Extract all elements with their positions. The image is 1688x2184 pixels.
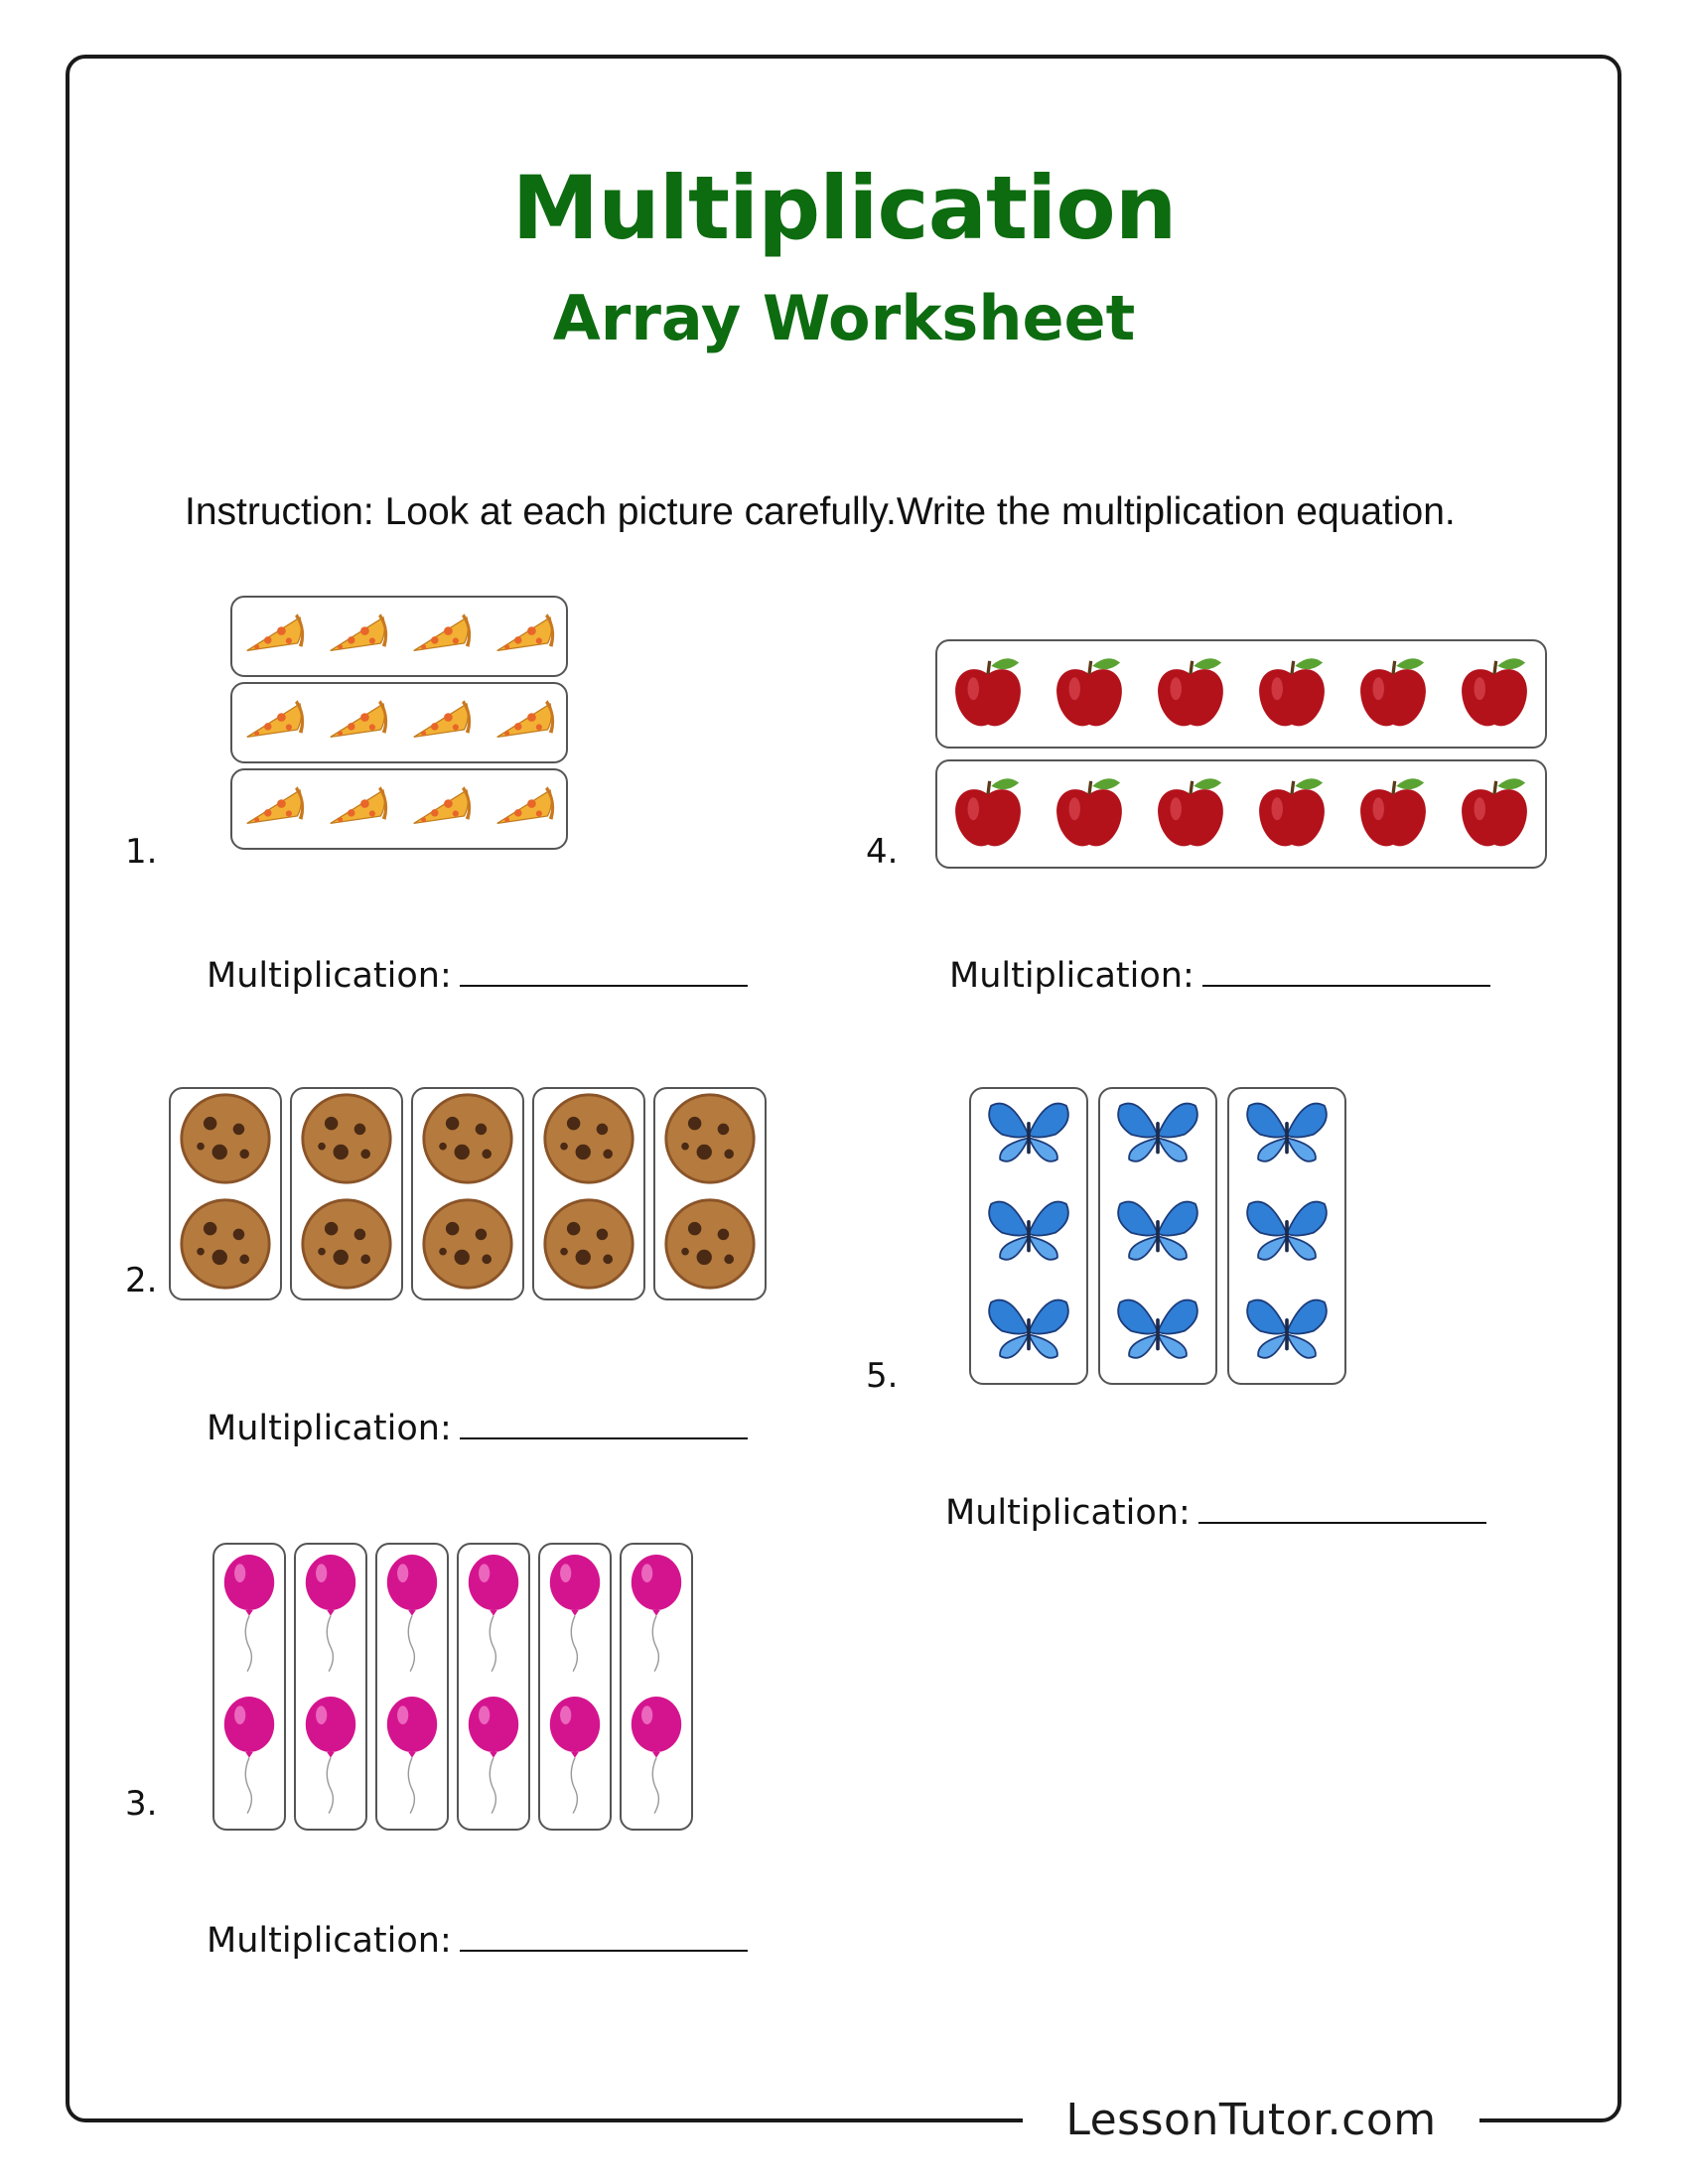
balloon-icon (629, 1697, 684, 1819)
array-group-2 (935, 759, 1547, 869)
array-group-5 (653, 1087, 767, 1300)
problem-4-answer (949, 955, 1490, 996)
pizza-slice-icon (493, 699, 555, 747)
butterfly-icon (984, 1095, 1073, 1180)
problem-number-5: 5. (866, 1356, 899, 1396)
pizza-slice-icon (243, 785, 305, 833)
pizza-slice-icon (493, 785, 555, 833)
array-group-3 (411, 1087, 524, 1300)
butterfly-icon (984, 1193, 1073, 1279)
balloon-icon (221, 1555, 277, 1677)
array-group-2 (290, 1087, 403, 1300)
balloon-icon (629, 1555, 684, 1677)
cookie-icon (420, 1196, 515, 1297)
apple-icon (1352, 771, 1434, 858)
apple-icon (1150, 771, 1231, 858)
apple-icon (1150, 651, 1231, 738)
answer-label: Multiplication: (207, 956, 452, 996)
footer-brand: LessonTutor.com (1065, 2095, 1437, 2145)
problem-number-4: 4. (866, 832, 899, 872)
butterfly-icon (1242, 1193, 1332, 1279)
array-group-1 (230, 596, 568, 677)
pizza-slice-icon (493, 613, 555, 660)
array-group-1 (212, 1543, 286, 1831)
butterfly-icon (1113, 1193, 1202, 1279)
balloon-icon (384, 1555, 440, 1677)
cookie-icon (299, 1091, 394, 1191)
array-group-6 (620, 1543, 693, 1831)
apple-icon (1251, 771, 1333, 858)
problem-5-answer (945, 1492, 1486, 1533)
balloon-icon (303, 1555, 358, 1677)
butterfly-icon (1242, 1292, 1332, 1377)
page-subtitle: Array Worksheet (552, 282, 1136, 354)
array-group-1 (969, 1087, 1088, 1385)
pizza-slice-icon (410, 785, 472, 833)
balloon-icon (547, 1697, 603, 1819)
answer-label: Multiplication: (949, 956, 1195, 996)
pizza-slice-icon (410, 613, 472, 660)
pizza-slice-icon (327, 613, 388, 660)
array-group-3 (230, 768, 568, 850)
cookie-icon (541, 1091, 636, 1191)
answer-blank-5[interactable] (1198, 1492, 1486, 1524)
cookie-icon (662, 1196, 758, 1297)
answer-blank-1[interactable] (460, 955, 748, 987)
balloon-icon (466, 1697, 521, 1819)
butterfly-icon (984, 1292, 1073, 1377)
problem-2-answer (207, 1408, 748, 1448)
balloon-icon (303, 1697, 358, 1819)
array-group-5 (538, 1543, 612, 1831)
answer-blank-2[interactable] (460, 1408, 748, 1439)
problem-number-3: 3. (125, 1784, 158, 1824)
butterfly-icon (1113, 1095, 1202, 1180)
cookie-icon (178, 1196, 273, 1297)
array-group-4 (532, 1087, 645, 1300)
cookie-icon (541, 1196, 636, 1297)
array-group-2 (1098, 1087, 1217, 1385)
array-group-3 (1227, 1087, 1346, 1385)
cookie-icon (178, 1091, 273, 1191)
answer-blank-4[interactable] (1202, 955, 1490, 987)
array-group-3 (375, 1543, 449, 1831)
answer-blank-3[interactable] (460, 1920, 748, 1952)
array-group-2 (230, 682, 568, 763)
answer-label: Multiplication: (207, 1921, 452, 1961)
apple-icon (1352, 651, 1434, 738)
cookie-icon (420, 1091, 515, 1191)
balloon-icon (221, 1697, 277, 1819)
butterfly-icon (1113, 1292, 1202, 1377)
cookie-icon (662, 1091, 758, 1191)
balloon-icon (384, 1697, 440, 1819)
pizza-slice-icon (243, 613, 305, 660)
apple-icon (1049, 771, 1130, 858)
apple-icon (1251, 651, 1333, 738)
problem-number-2: 2. (125, 1261, 158, 1300)
problem-3-answer (207, 1920, 748, 1961)
apple-icon (947, 651, 1029, 738)
instruction-text: Instruction: Look at each picture carefully.Write the multiplication equation. (185, 490, 1456, 533)
array-group-2 (294, 1543, 367, 1831)
pizza-slice-icon (243, 699, 305, 747)
page-title: Multiplication (511, 157, 1177, 259)
array-group-4 (457, 1543, 530, 1831)
pizza-slice-icon (410, 699, 472, 747)
answer-label: Multiplication: (945, 1493, 1191, 1533)
answer-label: Multiplication: (207, 1409, 452, 1448)
array-group-1 (935, 639, 1547, 749)
pizza-slice-icon (327, 785, 388, 833)
balloon-icon (466, 1555, 521, 1677)
apple-icon (947, 771, 1029, 858)
butterfly-icon (1242, 1095, 1332, 1180)
cookie-icon (299, 1196, 394, 1297)
problem-number-1: 1. (125, 832, 158, 872)
problem-1-answer (207, 955, 748, 996)
apple-icon (1454, 771, 1535, 858)
pizza-slice-icon (327, 699, 388, 747)
array-group-1 (169, 1087, 282, 1300)
balloon-icon (547, 1555, 603, 1677)
apple-icon (1454, 651, 1535, 738)
apple-icon (1049, 651, 1130, 738)
